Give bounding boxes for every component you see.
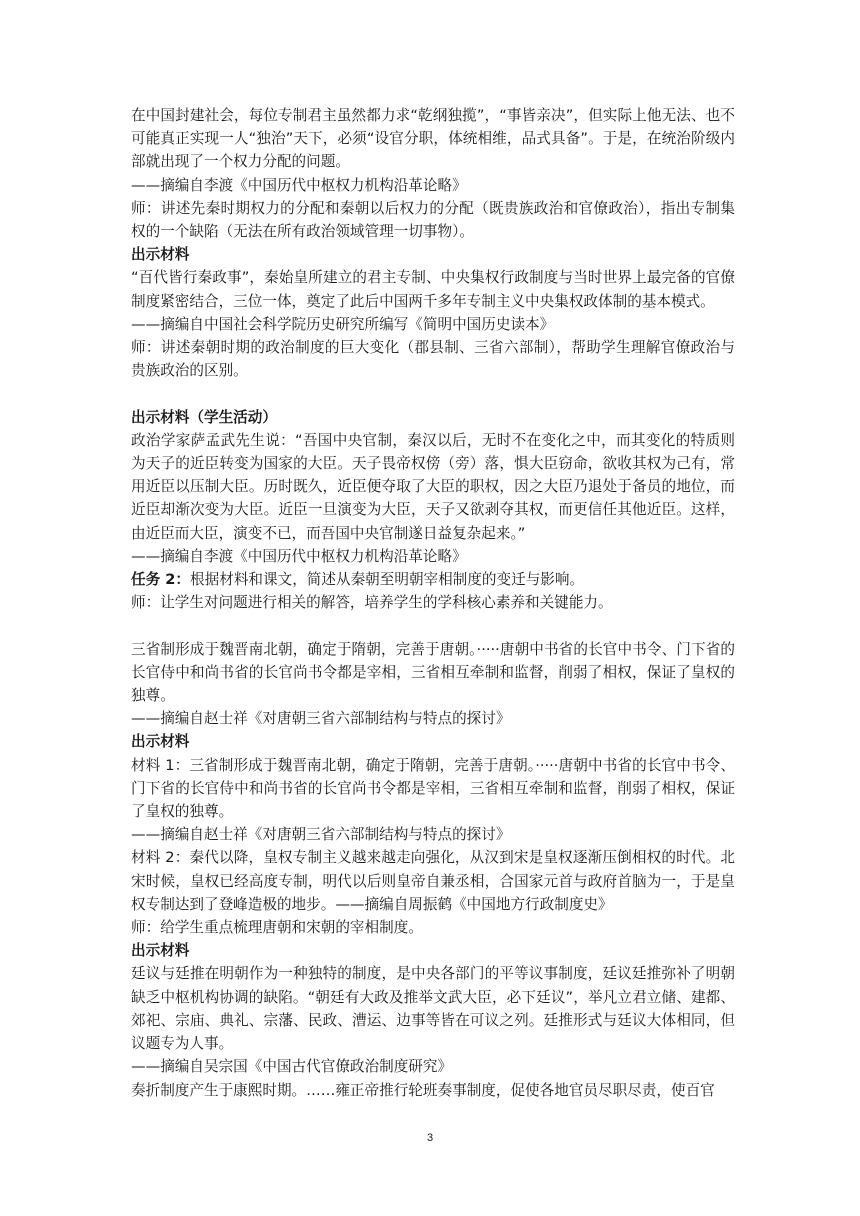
task-paragraph bbox=[131, 568, 735, 591]
paragraph: 材料 2：秦代以降，皇权专制主义越来越走向强化，从汉到宋是皇权逐渐压倒相权的时代。北宋时候，皇权已经高度专制，明代以后则皇帝自兼丞相，合国家元首与政府首脑为一，于是皇权专制达到了登峰造极的地步。——摘编自周振鹤《中国地方行政制度史》 bbox=[131, 849, 735, 913]
paragraph: 师：讲述秦朝时期的政治制度的巨大变化（郡县制、三省六部制），帮助学生理解官僚政治与贵族政治的区别。 bbox=[131, 339, 735, 380]
section-heading: 出示材料 bbox=[131, 733, 190, 751]
section-heading: 出示材料（学生活动） bbox=[131, 408, 277, 426]
source-citation: ——摘编自赵士祥《对唐朝三省六部制结构与特点的探讨》 bbox=[131, 826, 511, 844]
task-label: 任务 2： bbox=[131, 571, 191, 589]
paragraph: 在中国封建社会，每位专制君主虽然都力求“乾纲独揽”，“事皆亲决”，但实际上他无法、也不可能真正实现一人“独治”天下，必须“设官分职，体统相维，品式具备”。于是，在统治阶级内部就出现了一个权力分配的问题。 bbox=[131, 107, 735, 171]
paragraph: 师：给学生重点梳理唐朝和宋朝的宰相制度。 bbox=[131, 919, 423, 937]
paragraph: 师：讲述先秦时期权力的分配和秦朝以后权力的分配（既贵族政治和官僚政治），指出专制集权的一个缺陷（无法在所有政治领域管理一切事物）。 bbox=[131, 199, 735, 241]
section-heading: 出示材料 bbox=[131, 942, 190, 960]
paragraph: 三省制形成于魏晋南北朝，确定于隋朝，完善于唐朝。·····唐朝中书省的长官中书令、门下省的长官侍中和尚书省的长官尚书令都是宰相，三省相互牵制和监督，削弱了相权，保证了皇权的独尊。 bbox=[131, 640, 735, 705]
page-number: 3 bbox=[426, 1132, 434, 1144]
source-citation: ——摘编自吴宗国《中国古代官僚政治制度研究》 bbox=[131, 1058, 453, 1076]
source-citation: ——摘编自中国社会科学院历史研究所编写《简明中国历史读本》 bbox=[131, 315, 555, 333]
paragraph: 廷议与廷推在明朝作为一种独特的制度，是中央各部门的平等议事制度，廷议廷推弥补了明朝缺乏中枢机构协调的缺陷。“朝廷有大政及推举文武大臣，必下廷议”，举凡立君立储、建都、郊祀、宗庙、典礼、宗藩、民政、漕运、边事等皆在可议之列。廷推形式与廷议大体相同，但议题专为人事。 bbox=[131, 965, 735, 1053]
task-text: 根据材料和课文，简述从秦朝至明朝宰相制度的变迁与影响。 bbox=[190, 571, 585, 589]
paragraph-gap bbox=[131, 614, 735, 637]
paragraph: 政治学家萨孟武先生说：“吾国中央官制，秦汉以后，无时不在变化之中，而其变化的特质则为天子的近臣转变为国家的大臣。天子畏帝权傍（旁）落，惧大臣窃命，欲收其权为己有，常用近臣以压制大臣。历时既久，近臣便夺取了大臣的职权，因之大臣乃退处于备员的地位，而近臣却渐次变为大臣。近臣一旦演变为大臣，天子又欲剥夺其权，而更信任其他近臣。这样，由近臣而大臣，演变不已，而吾国中央官制遂日益复杂起来。” bbox=[131, 431, 735, 542]
paragraph: 材料 1：三省制形成于魏晋南北朝，确定于隋朝，完善于唐朝。·····唐朝中书省的长官中书令、门下省的长官侍中和尚书省的长官尚书令都是宰相，三省相互牵制和监督，削弱了相权，保证了皇权的独尊。 bbox=[131, 756, 735, 821]
section-heading: 出示材料 bbox=[131, 246, 190, 264]
source-citation: ——摘编自赵士祥《对唐朝三省六部制结构与特点的探讨》 bbox=[131, 710, 511, 728]
source-citation: ——摘编自李渡《中国历代中枢权力机构沿革论略》 bbox=[131, 547, 467, 565]
paragraph: 奏折制度产生于康熙时期。……雍正帝推行轮班奏事制度，促使各地官员尽职尽责，使百官 bbox=[131, 1081, 715, 1099]
paragraph: “百代皆行秦政事”，秦始皇所建立的君主专制、中央集权行政制度与当时世界上最完备的官僚制度紧密结合，三位一体，奠定了此后中国两千多年专制主义中央集权政体制的基本模式。 bbox=[131, 269, 735, 310]
paragraph: 师：让学生对问题进行相关的解答，培养学生的学科核心素养和关键能力。 bbox=[131, 594, 613, 612]
paragraph-gap bbox=[131, 382, 735, 405]
document-body bbox=[131, 104, 735, 1102]
source-citation: ——摘编自李渡《中国历代中枢权力机构沿革论略》 bbox=[131, 176, 467, 194]
